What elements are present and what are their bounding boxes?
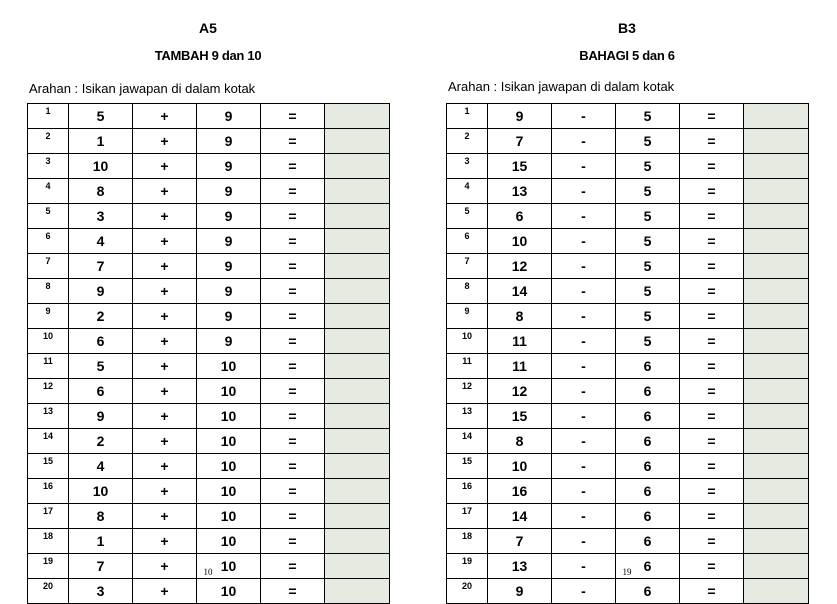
answer-box[interactable] (325, 279, 390, 304)
row-number: 14 (28, 429, 69, 454)
operand-a: 9 (488, 104, 552, 129)
operator-sign: + (133, 579, 197, 604)
operator-sign: - (552, 154, 616, 179)
operand-b: 9 (197, 179, 261, 204)
operator-sign: - (552, 279, 616, 304)
equals-sign: = (261, 154, 325, 179)
row-number: 5 (447, 204, 488, 229)
row-number: 20 (28, 579, 69, 604)
answer-box[interactable] (325, 329, 390, 354)
operator-sign: - (552, 379, 616, 404)
equals-sign: = (261, 254, 325, 279)
operator-sign: - (552, 204, 616, 229)
answer-box[interactable] (325, 454, 390, 479)
operator-sign: - (552, 129, 616, 154)
operand-a: 11 (488, 329, 552, 354)
answer-box[interactable] (325, 504, 390, 529)
row-number: 4 (28, 179, 69, 204)
exercise-row (447, 479, 809, 504)
equals-sign: = (680, 479, 744, 504)
operator-sign: - (552, 529, 616, 554)
equals-sign: = (680, 104, 744, 129)
operator-sign: + (133, 529, 197, 554)
operand-b: 6 (616, 404, 680, 429)
operand-b: 9 (197, 279, 261, 304)
operand-a: 12 (488, 379, 552, 404)
equals-sign: = (680, 229, 744, 254)
equals-sign: = (261, 229, 325, 254)
exercise-row (447, 179, 809, 204)
answer-box[interactable] (744, 454, 809, 479)
operand-a: 1 (69, 129, 133, 154)
answer-box[interactable] (744, 204, 809, 229)
row-number: 8 (28, 279, 69, 304)
answer-box[interactable] (325, 104, 390, 129)
equals-sign: = (680, 179, 744, 204)
operator-sign: + (133, 354, 197, 379)
operator-sign: + (133, 254, 197, 279)
operand-a: 5 (69, 354, 133, 379)
answer-box[interactable] (325, 479, 390, 504)
exercise-row (28, 329, 390, 354)
operand-b: 6 (616, 354, 680, 379)
exercise-row (447, 379, 809, 404)
operand-b: 10 (197, 379, 261, 404)
equals-sign: = (261, 129, 325, 154)
operator-sign: + (133, 179, 197, 204)
exercise-row (447, 304, 809, 329)
operator-sign: + (133, 229, 197, 254)
operator-sign: - (552, 404, 616, 429)
operator-sign: + (133, 129, 197, 154)
operand-b: 6 (616, 379, 680, 404)
answer-box[interactable] (325, 529, 390, 554)
operator-sign: + (133, 204, 197, 229)
equals-sign: = (680, 154, 744, 179)
operator-sign: + (133, 504, 197, 529)
operand-a: 10 (69, 154, 133, 179)
operator-sign: + (133, 154, 197, 179)
operator-sign: - (552, 329, 616, 354)
operand-b: 9 (197, 229, 261, 254)
equals-sign: = (261, 554, 325, 579)
worksheet-code: B3 (618, 20, 636, 36)
exercise-row (28, 479, 390, 504)
operand-b: 6 (616, 429, 680, 454)
operand-a: 13 (488, 554, 552, 579)
operand-a: 9 (69, 404, 133, 429)
row-number: 19 (28, 554, 69, 579)
answer-box[interactable] (744, 304, 809, 329)
row-number: 11 (28, 354, 69, 379)
exercise-row (28, 204, 390, 229)
row-number: 5 (28, 204, 69, 229)
operand-a: 14 (488, 504, 552, 529)
operand-b: 6 (616, 454, 680, 479)
equals-sign: = (680, 554, 744, 579)
equals-sign: = (261, 479, 325, 504)
equals-sign: = (261, 104, 325, 129)
operand-a: 8 (69, 179, 133, 204)
operand-a: 8 (488, 304, 552, 329)
answer-box[interactable] (325, 579, 390, 604)
operator-sign: - (552, 254, 616, 279)
operand-b: 6 (616, 504, 680, 529)
operand-b: 10 (197, 404, 261, 429)
operand-a: 9 (488, 579, 552, 604)
operand-a: 6 (69, 379, 133, 404)
operand-b: 10 (197, 504, 261, 529)
exercise-row (447, 279, 809, 304)
page-number: 10 (203, 567, 213, 577)
exercise-row (447, 229, 809, 254)
equals-sign: = (680, 579, 744, 604)
operator-sign: - (552, 179, 616, 204)
operand-a: 13 (488, 179, 552, 204)
equals-sign: = (261, 354, 325, 379)
equals-sign: = (261, 304, 325, 329)
exercise-table (27, 103, 390, 604)
row-number: 2 (447, 129, 488, 154)
exercise-row (28, 129, 390, 154)
operand-a: 6 (488, 204, 552, 229)
equals-sign: = (680, 129, 744, 154)
equals-sign: = (261, 404, 325, 429)
operand-b: 5 (616, 254, 680, 279)
operator-sign: - (552, 479, 616, 504)
answer-box[interactable] (744, 229, 809, 254)
exercise-row (447, 129, 809, 154)
operand-b: 10 (197, 354, 261, 379)
operand-a: 15 (488, 154, 552, 179)
answer-box[interactable] (325, 179, 390, 204)
exercise-row (28, 404, 390, 429)
exercise-row (28, 379, 390, 404)
operator-sign: + (133, 104, 197, 129)
answer-box[interactable] (744, 504, 809, 529)
operand-b: 10 (197, 429, 261, 454)
operand-a: 4 (69, 229, 133, 254)
row-number: 13 (28, 404, 69, 429)
row-number: 2 (28, 129, 69, 154)
operand-a: 10 (69, 479, 133, 504)
exercise-row (28, 179, 390, 204)
row-number: 9 (28, 304, 69, 329)
operand-b: 9 (197, 204, 261, 229)
row-number: 16 (447, 479, 488, 504)
operator-sign: + (133, 304, 197, 329)
row-number: 12 (28, 379, 69, 404)
operand-a: 4 (69, 454, 133, 479)
operand-b: 6 (616, 479, 680, 504)
answer-box[interactable] (325, 229, 390, 254)
answer-box[interactable] (744, 104, 809, 129)
row-number: 6 (447, 229, 488, 254)
exercise-row (28, 504, 390, 529)
operator-sign: - (552, 429, 616, 454)
equals-sign: = (261, 379, 325, 404)
operand-a: 10 (488, 229, 552, 254)
exercise-row (28, 354, 390, 379)
answer-box[interactable] (325, 354, 390, 379)
operand-b: 10 (197, 479, 261, 504)
exercise-row (28, 454, 390, 479)
operator-sign: + (133, 404, 197, 429)
worksheet-instruction: Arahan : Isikan jawapan di dalam kotak (448, 79, 675, 94)
operand-a: 2 (69, 429, 133, 454)
exercise-row (447, 504, 809, 529)
row-number: 16 (28, 479, 69, 504)
answer-box[interactable] (744, 429, 809, 454)
operand-b: 9 (197, 304, 261, 329)
equals-sign: = (261, 204, 325, 229)
operand-b: 5 (616, 154, 680, 179)
equals-sign: = (261, 504, 325, 529)
operand-b: 9 (197, 254, 261, 279)
answer-box[interactable] (325, 154, 390, 179)
answer-box[interactable] (744, 179, 809, 204)
operand-a: 10 (488, 454, 552, 479)
equals-sign: = (261, 454, 325, 479)
right-worksheet (446, 0, 808, 599)
operand-b: 10 (197, 579, 261, 604)
row-number: 18 (28, 529, 69, 554)
operand-b: 9 (197, 329, 261, 354)
operand-a: 3 (69, 579, 133, 604)
worksheet-title: TAMBAH 9 dan 10 (154, 48, 262, 63)
operand-a: 11 (488, 354, 552, 379)
row-number: 3 (447, 154, 488, 179)
operand-a: 8 (69, 504, 133, 529)
operand-a: 2 (69, 304, 133, 329)
row-number: 14 (447, 429, 488, 454)
operand-b: 5 (616, 304, 680, 329)
row-number: 9 (447, 304, 488, 329)
operator-sign: + (133, 429, 197, 454)
operand-a: 3 (69, 204, 133, 229)
answer-box[interactable] (325, 429, 390, 454)
answer-box[interactable] (325, 254, 390, 279)
exercise-row (28, 579, 390, 604)
row-number: 12 (447, 379, 488, 404)
operand-a: 6 (69, 329, 133, 354)
operand-a: 7 (488, 129, 552, 154)
worksheet-instruction: Arahan : Isikan jawapan di dalam kotak (29, 81, 256, 96)
exercise-row (447, 329, 809, 354)
operand-b: 6 (616, 554, 680, 579)
equals-sign: = (680, 304, 744, 329)
operand-a: 16 (488, 479, 552, 504)
operand-a: 14 (488, 279, 552, 304)
operator-sign: - (552, 504, 616, 529)
operand-a: 8 (488, 429, 552, 454)
operand-a: 5 (69, 104, 133, 129)
exercise-row (447, 429, 809, 454)
answer-box[interactable] (744, 254, 809, 279)
exercise-row (447, 204, 809, 229)
operator-sign: + (133, 279, 197, 304)
operand-b: 5 (616, 129, 680, 154)
equals-sign: = (261, 329, 325, 354)
equals-sign: = (680, 429, 744, 454)
equals-sign: = (680, 504, 744, 529)
operand-a: 12 (488, 254, 552, 279)
operand-b: 5 (616, 279, 680, 304)
equals-sign: = (680, 404, 744, 429)
row-number: 17 (447, 504, 488, 529)
equals-sign: = (680, 379, 744, 404)
equals-sign: = (261, 429, 325, 454)
row-number: 15 (28, 454, 69, 479)
answer-box[interactable] (744, 329, 809, 354)
answer-box[interactable] (325, 304, 390, 329)
operator-sign: - (552, 579, 616, 604)
page-number: 19 (622, 567, 632, 577)
operator-sign: + (133, 454, 197, 479)
row-number: 1 (447, 104, 488, 129)
operand-b: 6 (616, 529, 680, 554)
operand-b: 5 (616, 229, 680, 254)
answer-box[interactable] (744, 279, 809, 304)
equals-sign: = (680, 254, 744, 279)
operand-a: 1 (69, 529, 133, 554)
equals-sign: = (680, 329, 744, 354)
exercise-row (28, 279, 390, 304)
answer-box[interactable] (744, 404, 809, 429)
exercise-row (447, 254, 809, 279)
exercise-row (28, 104, 390, 129)
exercise-row (28, 154, 390, 179)
row-number: 19 (447, 554, 488, 579)
operand-b: 5 (616, 204, 680, 229)
answer-box[interactable] (744, 129, 809, 154)
row-number: 17 (28, 504, 69, 529)
row-number: 10 (28, 329, 69, 354)
operand-a: 7 (488, 529, 552, 554)
operand-b: 6 (616, 579, 680, 604)
worksheet-code: A5 (199, 20, 217, 36)
row-number: 6 (28, 229, 69, 254)
operator-sign: + (133, 379, 197, 404)
exercise-row (447, 404, 809, 429)
exercise-row (28, 254, 390, 279)
answer-box[interactable] (744, 529, 809, 554)
answer-box[interactable] (744, 479, 809, 504)
row-number: 1 (28, 104, 69, 129)
row-number: 3 (28, 154, 69, 179)
equals-sign: = (261, 279, 325, 304)
exercise-row (447, 354, 809, 379)
operand-b: 5 (616, 329, 680, 354)
operator-sign: - (552, 354, 616, 379)
operand-b: 5 (616, 104, 680, 129)
answer-box[interactable] (744, 579, 809, 604)
answer-box[interactable] (744, 154, 809, 179)
row-number: 4 (447, 179, 488, 204)
equals-sign: = (680, 354, 744, 379)
answer-box[interactable] (325, 404, 390, 429)
answer-box[interactable] (744, 379, 809, 404)
row-number: 15 (447, 454, 488, 479)
equals-sign: = (261, 579, 325, 604)
operand-b: 9 (197, 154, 261, 179)
operator-sign: - (552, 229, 616, 254)
operand-a: 9 (69, 279, 133, 304)
operator-sign: + (133, 554, 197, 579)
worksheet-title: BAHAGI 5 dan 6 (579, 48, 675, 63)
answer-box[interactable] (744, 354, 809, 379)
answer-box[interactable] (325, 204, 390, 229)
equals-sign: = (261, 529, 325, 554)
exercise-table (446, 103, 809, 604)
operand-b: 9 (197, 129, 261, 154)
equals-sign: = (261, 179, 325, 204)
operand-b: 9 (197, 104, 261, 129)
operand-b: 5 (616, 179, 680, 204)
operator-sign: - (552, 104, 616, 129)
equals-sign: = (680, 204, 744, 229)
exercise-row (447, 529, 809, 554)
row-number: 7 (447, 254, 488, 279)
equals-sign: = (680, 529, 744, 554)
operand-b: 10 (197, 454, 261, 479)
exercise-row (28, 529, 390, 554)
operator-sign: - (552, 304, 616, 329)
operand-b: 10 (197, 529, 261, 554)
exercise-row (28, 304, 390, 329)
row-number: 20 (447, 579, 488, 604)
answer-box[interactable] (325, 129, 390, 154)
equals-sign: = (680, 454, 744, 479)
operator-sign: - (552, 554, 616, 579)
row-number: 8 (447, 279, 488, 304)
row-number: 13 (447, 404, 488, 429)
operand-a: 7 (69, 254, 133, 279)
answer-box[interactable] (325, 379, 390, 404)
exercise-row (28, 229, 390, 254)
operator-sign: + (133, 329, 197, 354)
left-worksheet (27, 0, 389, 599)
row-number: 10 (447, 329, 488, 354)
row-number: 7 (28, 254, 69, 279)
operator-sign: + (133, 479, 197, 504)
row-number: 18 (447, 529, 488, 554)
operator-sign: - (552, 454, 616, 479)
operand-a: 7 (69, 554, 133, 579)
exercise-row (447, 154, 809, 179)
exercise-row (447, 454, 809, 479)
operand-b: 10 (197, 554, 261, 579)
equals-sign: = (680, 279, 744, 304)
operand-a: 15 (488, 404, 552, 429)
exercise-row (28, 429, 390, 454)
row-number: 11 (447, 354, 488, 379)
exercise-row (447, 104, 809, 129)
exercise-row (447, 579, 809, 604)
